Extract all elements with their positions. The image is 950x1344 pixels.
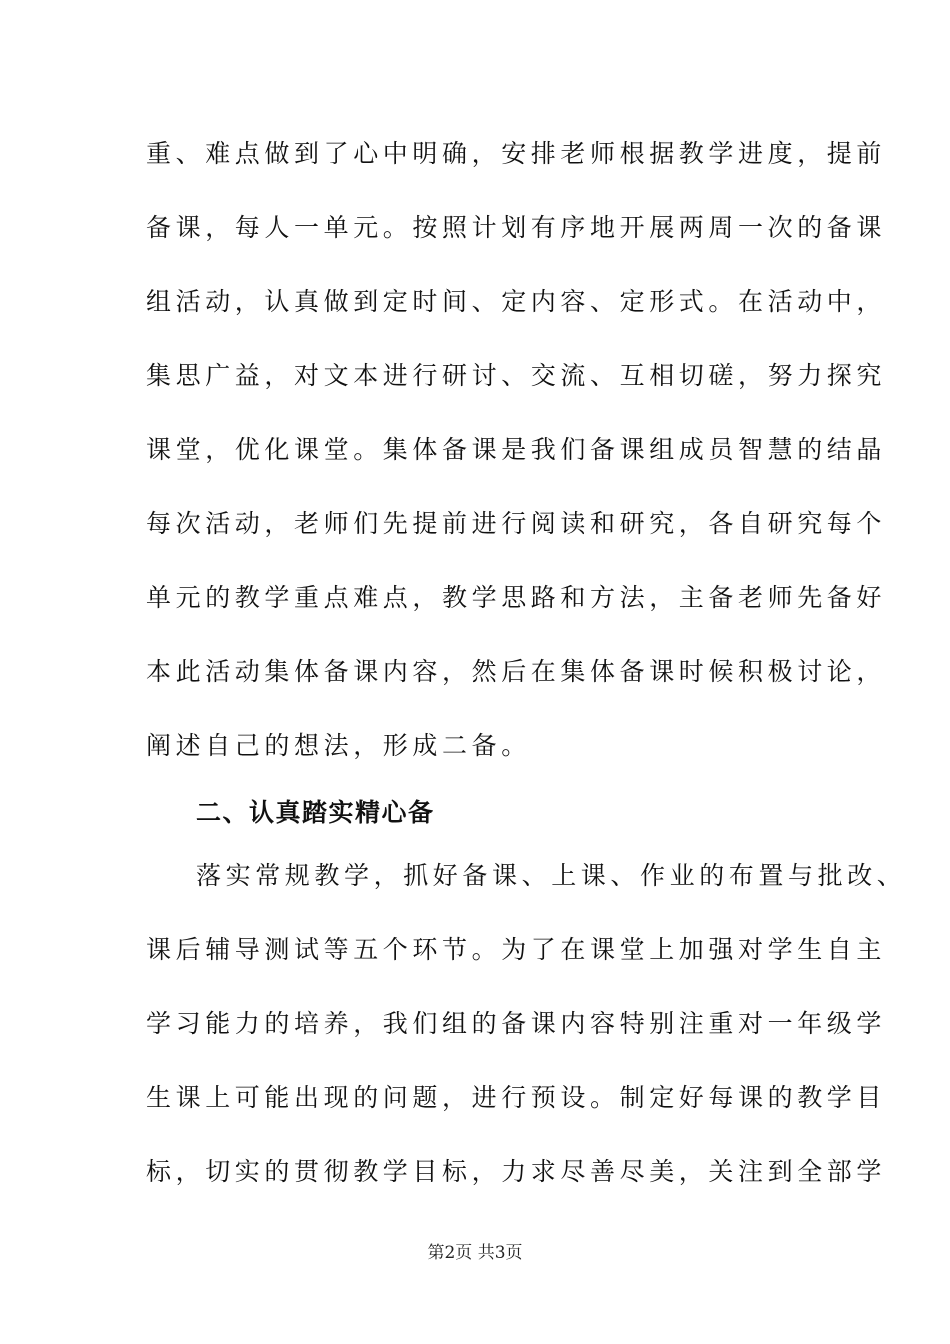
paragraph-line: 阐述自己的想法，形成二备。 — [146, 731, 531, 760]
paragraph-line: 课后辅导测试等五个环节。为了在课堂上加强对学生自主 — [146, 935, 887, 964]
paragraph-line: 本此活动集体备课内容，然后在集体备课时候积极讨论， — [146, 657, 887, 686]
paragraph-line: 重、难点做到了心中明确，安排老师根据教学进度，提前 — [146, 139, 887, 168]
paragraph-line: 备课，每人一单元。按照计划有序地开展两周一次的备课 — [146, 213, 887, 242]
paragraph-line: 学习能力的培养，我们组的备课内容特别注重对一年级学 — [146, 1009, 887, 1038]
paragraph-line: 标，切实的贯彻教学目标，力求尽善尽美，关注到全部学 — [146, 1157, 887, 1186]
paragraph-line: 落实常规教学，抓好备课、上课、作业的布置与批改、 — [196, 861, 907, 890]
paragraph-line: 集思广益，对文本进行研讨、交流、互相切磋，努力探究 — [146, 361, 887, 390]
paragraph-line: 单元的教学重点难点，教学思路和方法，主备老师先备好 — [146, 583, 887, 612]
paragraph-line: 组活动，认真做到定时间、定内容、定形式。在活动中， — [146, 287, 887, 316]
paragraph-line: 生课上可能出现的问题，进行预设。制定好每课的教学目 — [146, 1083, 887, 1112]
page-footer: 第2页 共3页 — [427, 1243, 523, 1263]
paragraph-line: 每次活动，老师们先提前进行阅读和研究，各自研究每个 — [146, 509, 887, 538]
paragraph-line: 课堂，优化课堂。集体备课是我们备课组成员智慧的结晶 — [146, 435, 887, 464]
section-heading: 二、认真踏实精心备 — [196, 798, 435, 827]
